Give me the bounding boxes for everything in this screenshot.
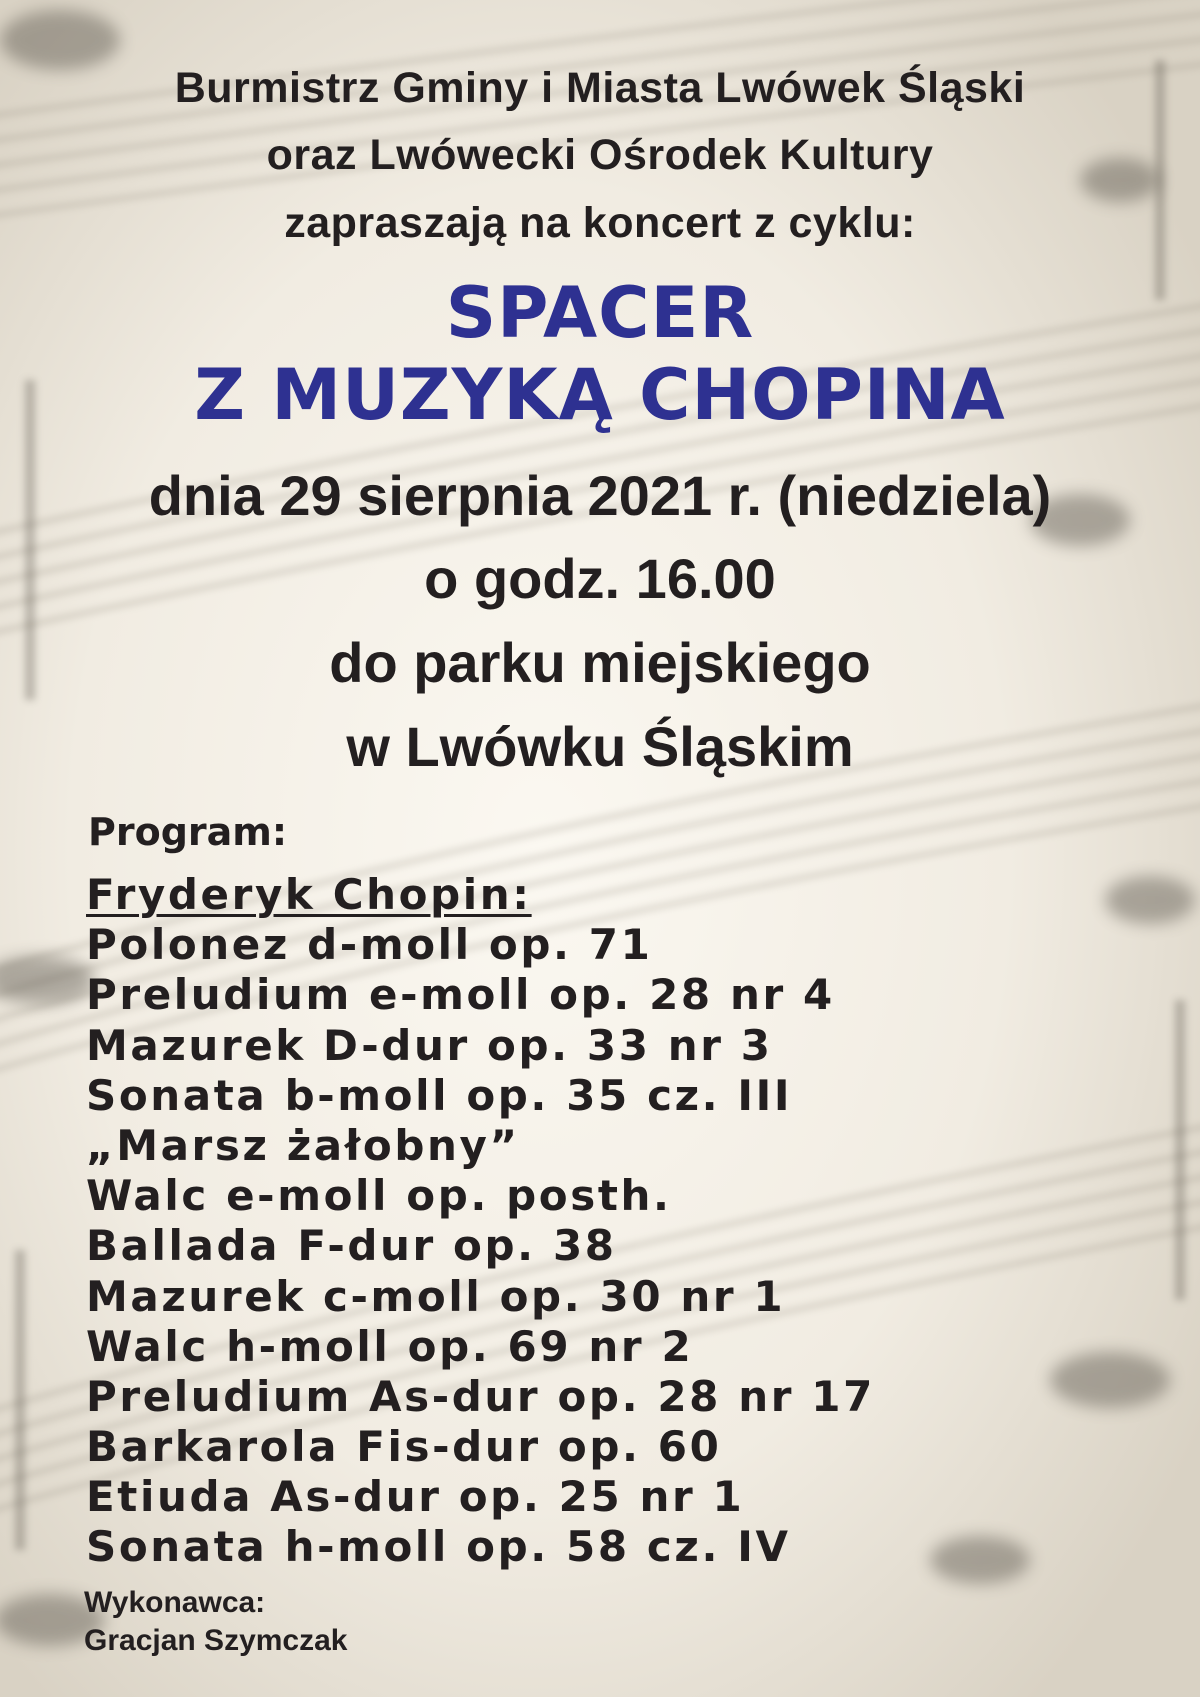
program-item: Polonez d-moll op. 71 <box>86 920 653 970</box>
organizer-line-2: oraz Lwówecki Ośrodek Kultury <box>266 131 934 179</box>
program-item: Sonata h-moll op. 58 cz. IV <box>86 1522 791 1572</box>
program-item: Mazurek D-dur op. 33 nr 3 <box>86 1020 773 1070</box>
organizer-line-1: Burmistrz Gminy i Miasta Lwówek Śląski <box>174 64 1026 112</box>
program-item: Walc h-moll op. 69 nr 2 <box>86 1321 694 1371</box>
performer-label: Wykonawca: <box>84 1586 266 1619</box>
program-item: „Marsz żałobny” <box>86 1120 520 1170</box>
program-item: Preludium e-moll op. 28 nr 4 <box>86 970 835 1020</box>
program-item: Ballada F-dur op. 38 <box>86 1221 617 1271</box>
program-item: Etiuda As-dur op. 25 nr 1 <box>86 1472 745 1522</box>
program-block <box>86 870 875 1573</box>
program-item: Barkarola Fis-dur op. 60 <box>86 1422 722 1472</box>
program-heading: Program: <box>88 810 288 854</box>
performer-block <box>84 1584 347 1660</box>
program-item: Walc e-moll op. posth. <box>86 1171 672 1221</box>
program-item: Sonata b-moll op. 35 cz. III <box>86 1070 793 1120</box>
event-date: dnia 29 sierpnia 2021 r. (niedziela) <box>148 464 1052 527</box>
concert-title-line-2: Z MUZYKĄ CHOPINA <box>194 354 1006 436</box>
invitation-line: zapraszają na koncert z cyklu: <box>284 199 916 247</box>
event-place-line-2: w Lwówku Śląskim <box>346 715 854 778</box>
program-item: Mazurek c-moll op. 30 nr 1 <box>86 1271 786 1321</box>
event-time: o godz. 16.00 <box>424 547 776 610</box>
event-place-line-1: do parku miejskiego <box>329 631 871 694</box>
program-composer: Fryderyk Chopin: <box>86 870 532 919</box>
concert-title-line-1: SPACER <box>445 272 755 354</box>
performer-name: Gracjan Szymczak <box>84 1624 348 1657</box>
program-list <box>86 870 875 1573</box>
program-item: Preludium As-dur op. 28 nr 17 <box>86 1371 875 1421</box>
